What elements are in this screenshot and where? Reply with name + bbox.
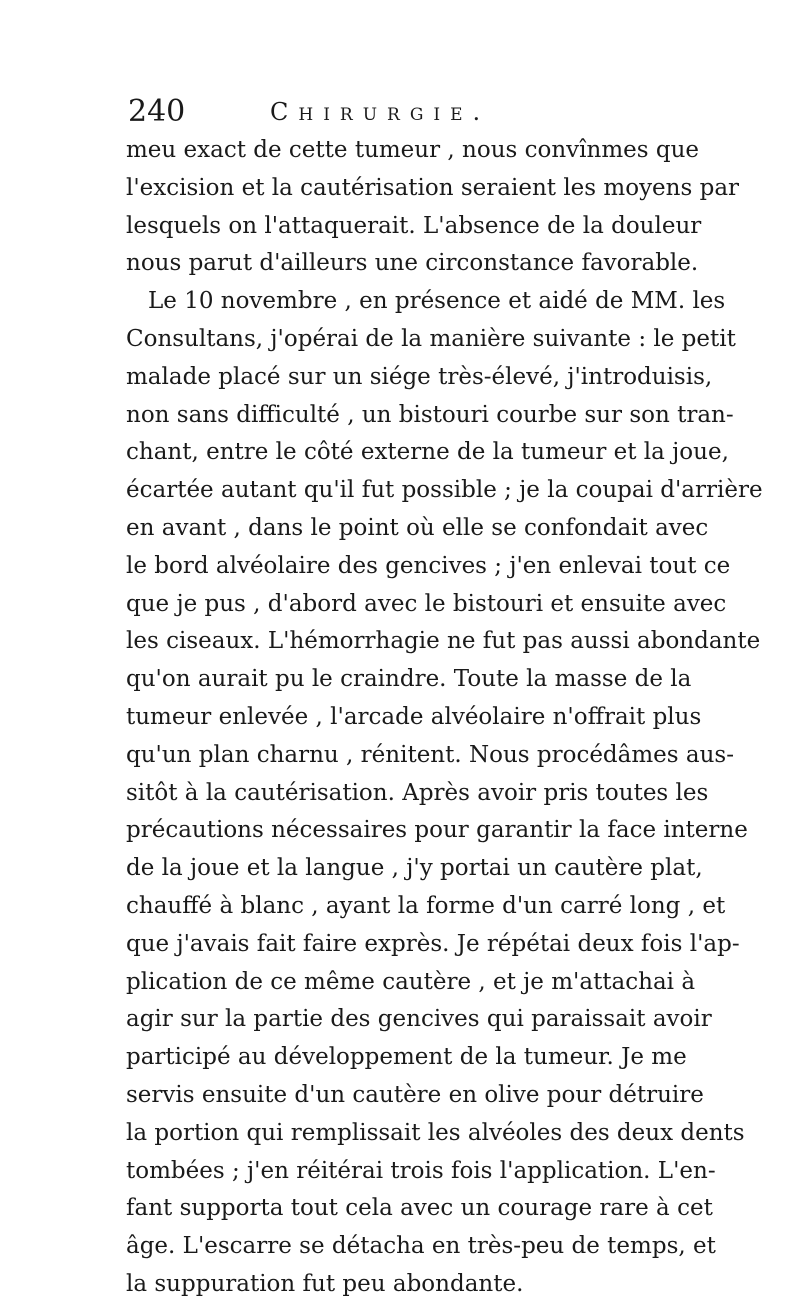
- text-line: plication de ce même cautère , et je m'attachai à: [126, 968, 696, 995]
- text-line: Le 10 novembre , en présence et aidé de MM. les: [148, 288, 726, 315]
- text-line: fant supporta tout cela avec un courage rare à cet: [126, 1195, 713, 1222]
- text-line: en avant , dans le point où elle se confondait avec: [126, 514, 709, 541]
- running-head: [128, 92, 688, 132]
- text-line: le bord alvéolaire des gencives ; j'en enlevai tout ce: [126, 552, 731, 579]
- text-line: Consultans, j'opérai de la manière suivante : le petit: [126, 325, 736, 352]
- text-line: âge. L'escarre se détacha en très-peu de temps, et: [126, 1233, 716, 1260]
- text-line: que je pus , d'abord avec le bistouri et ensuite avec: [126, 590, 727, 617]
- text-line: servis ensuite d'un cautère en olive pour détruire: [126, 1081, 704, 1108]
- text-line: tombées ; j'en réitérai trois fois l'application. L'en-: [126, 1157, 716, 1184]
- text-line: la suppuration fut peu abondante.: [126, 1270, 524, 1297]
- text-line: qu'un plan charnu , rénitent. Nous procédâmes aus-: [126, 741, 735, 768]
- text-line: participé au développement de la tumeur. Je me: [126, 1044, 687, 1071]
- running-title: Chirurgie.: [270, 98, 491, 126]
- text-line: les ciseaux. L'hémorrhagie ne fut pas aussi abondante: [126, 628, 761, 655]
- text-line: meu exact de cette tumeur , nous convînmes que: [126, 137, 700, 163]
- text-line: que j'avais fait faire exprès. Je répétai deux fois l'ap-: [126, 930, 740, 957]
- text-line: de la joue et la langue , j'y portai un cautère plat,: [126, 855, 703, 882]
- text-line: nous parut d'ailleurs une circonstance favorable.: [126, 250, 699, 277]
- body-text: [126, 132, 763, 1304]
- text-line: chant, entre le côté externe de la tumeur et la joue,: [126, 439, 729, 466]
- text-line: lesquels on l'attaquerait. L'absence de la douleur: [126, 212, 702, 239]
- text-line: la portion qui remplissait les alvéoles des deux dents: [126, 1119, 745, 1146]
- text-line: l'excision et la cautérisation seraient les moyens par: [126, 174, 740, 201]
- text-line: non sans difficulté , un bistouri courbe sur son tran-: [126, 401, 734, 428]
- text-line: qu'on aurait pu le craindre. Toute la masse de la: [126, 666, 692, 693]
- text-line: sitôt à la cautérisation. Après avoir pris toutes les: [126, 779, 709, 806]
- text-line: écartée autant qu'il fut possible ; je la coupai d'arrière: [126, 477, 763, 504]
- page-number: 240: [128, 94, 186, 129]
- text-line: chauffé à blanc , ayant la forme d'un carré long , et: [126, 892, 726, 919]
- text-line: précautions nécessaires pour garantir la face interne: [126, 817, 748, 844]
- text-line: malade placé sur un siége très-élevé, j'introduisis,: [126, 363, 713, 390]
- text-line: agir sur la partie des gencives qui paraissait avoir: [126, 1006, 712, 1033]
- text-line: tumeur enlevée , l'arcade alvéolaire n'offrait plus: [126, 703, 702, 730]
